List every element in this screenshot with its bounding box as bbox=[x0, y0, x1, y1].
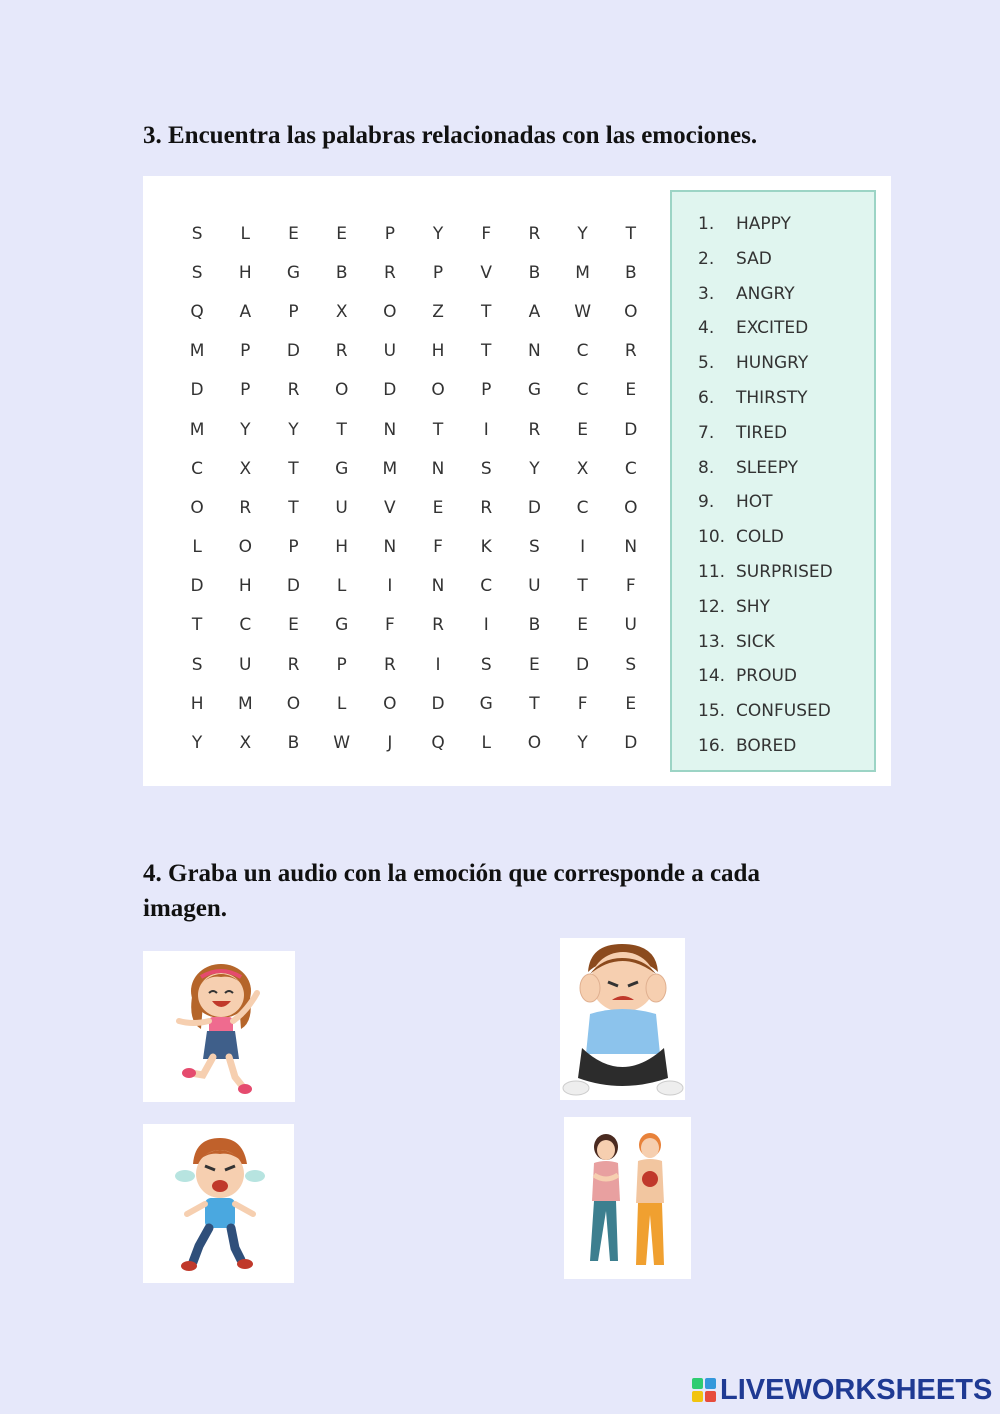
grid-letter: T bbox=[481, 341, 492, 362]
grid-letter: G bbox=[527, 380, 541, 401]
grid-letter: O bbox=[431, 380, 445, 401]
liveworksheets-wordmark: LIVEWORKSHEETS bbox=[720, 1373, 993, 1406]
grid-letter: O bbox=[238, 537, 252, 558]
grid-letter: T bbox=[288, 497, 299, 518]
grid-letter: P bbox=[384, 223, 395, 244]
word-list-item bbox=[698, 736, 874, 771]
grid-letter: S bbox=[625, 654, 637, 675]
grid-letter: W bbox=[333, 733, 351, 754]
word-number: 10. bbox=[698, 527, 726, 548]
grid-letter: V bbox=[384, 497, 396, 518]
grid-letter: B bbox=[528, 615, 541, 636]
grid-letter: N bbox=[431, 458, 445, 479]
word-list-item bbox=[698, 632, 874, 667]
grid-letter: L bbox=[192, 537, 202, 558]
grid-letter: T bbox=[625, 223, 636, 244]
word-text: HOT bbox=[736, 492, 773, 513]
word-list-item bbox=[698, 701, 874, 736]
grid-letter: F bbox=[577, 693, 588, 714]
word-text: SLEEPY bbox=[736, 457, 799, 478]
grid-letter: N bbox=[431, 576, 445, 597]
grid-letter: B bbox=[624, 262, 637, 283]
word-list-item bbox=[698, 562, 874, 597]
grid-letter: X bbox=[239, 733, 252, 754]
grid-letter: L bbox=[336, 693, 347, 714]
grid-letter: X bbox=[335, 301, 348, 322]
word-text: SHY bbox=[736, 596, 770, 617]
grid-letter: N bbox=[383, 537, 397, 558]
grid-letter: R bbox=[528, 419, 541, 440]
grid-letter: P bbox=[240, 380, 251, 401]
grid-letter: Y bbox=[529, 458, 540, 479]
letter-grid bbox=[173, 214, 655, 763]
grid-letter: S bbox=[480, 654, 492, 675]
grid-letter: D bbox=[190, 576, 204, 597]
two-women-illustration bbox=[564, 1117, 691, 1279]
grid-letter: F bbox=[433, 537, 443, 558]
grid-letter: W bbox=[574, 301, 591, 322]
word-text: ANGRY bbox=[736, 283, 795, 304]
word-text: SAD bbox=[736, 248, 772, 269]
grid-letter: E bbox=[625, 693, 637, 714]
grid-letter: T bbox=[432, 419, 444, 440]
grid-letter: P bbox=[481, 380, 492, 401]
grid-letter: G bbox=[479, 693, 493, 714]
grid-letter: J bbox=[387, 733, 393, 754]
grid-letter: O bbox=[383, 301, 397, 322]
grid-letter: P bbox=[288, 301, 299, 322]
word-list-item bbox=[698, 249, 874, 284]
grid-letter: Q bbox=[431, 733, 445, 754]
grid-letter: N bbox=[528, 341, 541, 362]
word-text: SURPRISED bbox=[736, 561, 833, 582]
grid-letter: M bbox=[189, 419, 205, 440]
grid-letter: B bbox=[528, 262, 541, 283]
grid-letter: T bbox=[288, 458, 299, 479]
word-number: 14. bbox=[698, 666, 726, 687]
word-number: 12. bbox=[698, 596, 726, 617]
grid-letter: G bbox=[335, 458, 349, 479]
grid-letter: R bbox=[383, 262, 396, 283]
two-women-image bbox=[564, 1117, 691, 1279]
word-list-item bbox=[698, 458, 874, 493]
word-number: 13. bbox=[698, 631, 726, 652]
grid-letter: E bbox=[529, 654, 540, 675]
grid-letter: D bbox=[576, 654, 590, 675]
grid-letter: L bbox=[240, 223, 251, 244]
word-text: COLD bbox=[736, 527, 784, 548]
word-text: THIRSTY bbox=[736, 387, 808, 408]
grid-letter: U bbox=[239, 654, 252, 675]
grid-letter: Q bbox=[190, 301, 204, 322]
grid-letter: L bbox=[336, 576, 347, 597]
frustrated-boy-image bbox=[560, 938, 685, 1100]
grid-letter: D bbox=[286, 576, 301, 597]
grid-letter: Y bbox=[432, 223, 444, 244]
grid-letter: T bbox=[191, 615, 203, 636]
grid-letter: C bbox=[576, 497, 589, 518]
grid-letter: C bbox=[576, 341, 589, 362]
grid-letter: Y bbox=[288, 419, 299, 440]
word-list-item bbox=[698, 423, 874, 458]
grid-letter: M bbox=[382, 458, 398, 479]
grid-letter: E bbox=[577, 419, 588, 440]
word-number: 7. bbox=[698, 422, 715, 443]
grid-letter: R bbox=[528, 223, 541, 244]
grid-letter: Y bbox=[577, 733, 588, 754]
grid-letter: O bbox=[190, 497, 204, 518]
grid-letter: I bbox=[580, 537, 586, 558]
grid-letter: I bbox=[387, 576, 393, 597]
grid-letter: V bbox=[480, 262, 493, 283]
grid-letter: R bbox=[239, 497, 252, 518]
grid-letter: F bbox=[625, 576, 636, 597]
liveworksheets-icon bbox=[692, 1378, 716, 1402]
grid-letter: R bbox=[624, 341, 637, 362]
grid-letter: F bbox=[384, 615, 395, 636]
grid-letter: A bbox=[528, 301, 541, 322]
grid-letter: K bbox=[480, 537, 492, 558]
grid-letter: P bbox=[336, 654, 347, 675]
word-number: 6. bbox=[698, 387, 715, 408]
grid-letter: C bbox=[480, 576, 493, 597]
section-3-title: 3. Encuentra las palabras relacionadas con las emociones. bbox=[143, 122, 758, 149]
grid-letter: T bbox=[481, 301, 492, 322]
grid-letter: C bbox=[239, 615, 252, 636]
grid-letter: Y bbox=[240, 419, 251, 440]
grid-letter: R bbox=[287, 654, 300, 675]
grid-letter: E bbox=[577, 615, 588, 636]
grid-letter: D bbox=[624, 419, 638, 440]
grid-letter: D bbox=[624, 733, 638, 754]
grid-letter: L bbox=[481, 733, 491, 754]
grid-letter: S bbox=[191, 262, 203, 283]
grid-letter: P bbox=[288, 537, 299, 558]
word-text: TIRED bbox=[736, 422, 788, 443]
grid-letter: E bbox=[336, 223, 348, 244]
word-number: 2. bbox=[698, 248, 715, 269]
word-text: SICK bbox=[736, 631, 775, 652]
grid-letter: S bbox=[191, 223, 203, 244]
word-list-item bbox=[698, 353, 874, 388]
grid-letter: G bbox=[286, 262, 301, 283]
word-list-item bbox=[698, 666, 874, 701]
grid-letter: U bbox=[335, 497, 348, 518]
grid-letter: G bbox=[335, 615, 349, 636]
word-list-item bbox=[698, 388, 874, 423]
grid-letter: R bbox=[287, 380, 300, 401]
grid-letter: C bbox=[576, 380, 589, 401]
grid-letter: H bbox=[335, 537, 349, 558]
grid-letter: O bbox=[624, 497, 638, 518]
section-4-title: 4. Graba un audio con la emoción que corresponde a cada imagen. bbox=[143, 860, 760, 922]
grid-letter: T bbox=[577, 576, 588, 597]
grid-letter: B bbox=[335, 262, 348, 283]
grid-letter: O bbox=[383, 693, 397, 714]
grid-letter: Y bbox=[191, 733, 203, 754]
grid-letter: P bbox=[240, 341, 251, 362]
grid-letter: U bbox=[383, 341, 397, 362]
grid-letter: O bbox=[624, 301, 638, 322]
happy-girl-image bbox=[143, 951, 295, 1102]
word-list-item bbox=[698, 214, 874, 249]
word-number: 15. bbox=[698, 701, 726, 722]
word-search-puzzle bbox=[143, 176, 891, 786]
grid-letter: U bbox=[528, 576, 541, 597]
grid-letter: C bbox=[624, 458, 637, 479]
grid-letter: A bbox=[239, 301, 252, 322]
grid-letter: C bbox=[191, 458, 204, 479]
happy-girl-illustration bbox=[143, 951, 295, 1102]
grid-letter: D bbox=[286, 341, 301, 362]
word-number: 3. bbox=[698, 283, 715, 304]
word-text: CONFUSED bbox=[736, 701, 831, 722]
grid-letter: T bbox=[529, 693, 540, 714]
grid-letter: M bbox=[189, 341, 205, 362]
grid-letter: Y bbox=[577, 223, 588, 244]
word-list-item bbox=[698, 284, 874, 319]
grid-letter: O bbox=[527, 733, 542, 754]
grid-letter: O bbox=[286, 693, 301, 714]
word-number: 1. bbox=[698, 214, 715, 234]
grid-letter: E bbox=[288, 615, 299, 636]
angry-boy-illustration bbox=[143, 1124, 294, 1283]
grid-letter: M bbox=[575, 262, 590, 283]
grid-letter: S bbox=[529, 537, 540, 558]
grid-letter: R bbox=[432, 615, 444, 636]
grid-letter: X bbox=[239, 458, 252, 479]
frustrated-boy-illustration bbox=[560, 938, 685, 1100]
grid-letter: S bbox=[191, 654, 203, 675]
grid-letter: I bbox=[483, 615, 489, 636]
grid-letter: N bbox=[624, 537, 638, 558]
word-number: 4. bbox=[698, 318, 715, 339]
grid-letter: S bbox=[480, 458, 492, 479]
grid-letter: I bbox=[435, 654, 441, 675]
grid-letter: Z bbox=[432, 301, 444, 322]
word-text: EXCITED bbox=[736, 318, 809, 339]
grid-letter: I bbox=[483, 419, 489, 440]
grid-letter: F bbox=[481, 223, 492, 244]
grid-letter: H bbox=[190, 693, 204, 714]
grid-letter: R bbox=[480, 497, 493, 518]
angry-boy-image bbox=[143, 1124, 294, 1283]
word-list-item bbox=[698, 597, 874, 632]
word-text: HAPPY bbox=[736, 214, 791, 234]
grid-letter: R bbox=[383, 654, 396, 675]
word-number: 11. bbox=[698, 561, 726, 582]
grid-letter: D bbox=[190, 380, 204, 401]
word-list-item bbox=[698, 318, 874, 353]
grid-letter: E bbox=[288, 223, 299, 244]
word-list-item bbox=[698, 492, 874, 527]
grid-letter: P bbox=[432, 262, 444, 283]
grid-letter: E bbox=[625, 380, 637, 401]
grid-letter: H bbox=[238, 576, 252, 597]
grid-letter: D bbox=[527, 497, 541, 518]
grid-letter: D bbox=[431, 693, 445, 714]
word-list bbox=[670, 190, 876, 772]
liveworksheets-logo bbox=[692, 1373, 992, 1407]
word-number: 9. bbox=[698, 492, 715, 513]
word-text: PROUD bbox=[736, 666, 797, 687]
grid-letter: H bbox=[238, 262, 252, 283]
word-number: 5. bbox=[698, 353, 715, 374]
grid-letter: D bbox=[383, 380, 397, 401]
word-text: BORED bbox=[736, 735, 797, 756]
grid-letter: U bbox=[624, 615, 637, 636]
grid-letter: B bbox=[287, 733, 300, 754]
word-text: HUNGRY bbox=[736, 353, 809, 374]
grid-letter: R bbox=[335, 341, 348, 362]
word-list-item bbox=[698, 527, 874, 562]
grid-letter: T bbox=[336, 419, 347, 440]
word-number: 8. bbox=[698, 457, 715, 478]
grid-letter: X bbox=[576, 458, 589, 479]
grid-letter: E bbox=[432, 497, 444, 518]
word-number: 16. bbox=[698, 735, 726, 756]
grid-letter: M bbox=[237, 693, 253, 714]
grid-letter: O bbox=[334, 380, 349, 401]
grid-letter: H bbox=[431, 341, 445, 362]
grid-letter: N bbox=[383, 419, 397, 440]
